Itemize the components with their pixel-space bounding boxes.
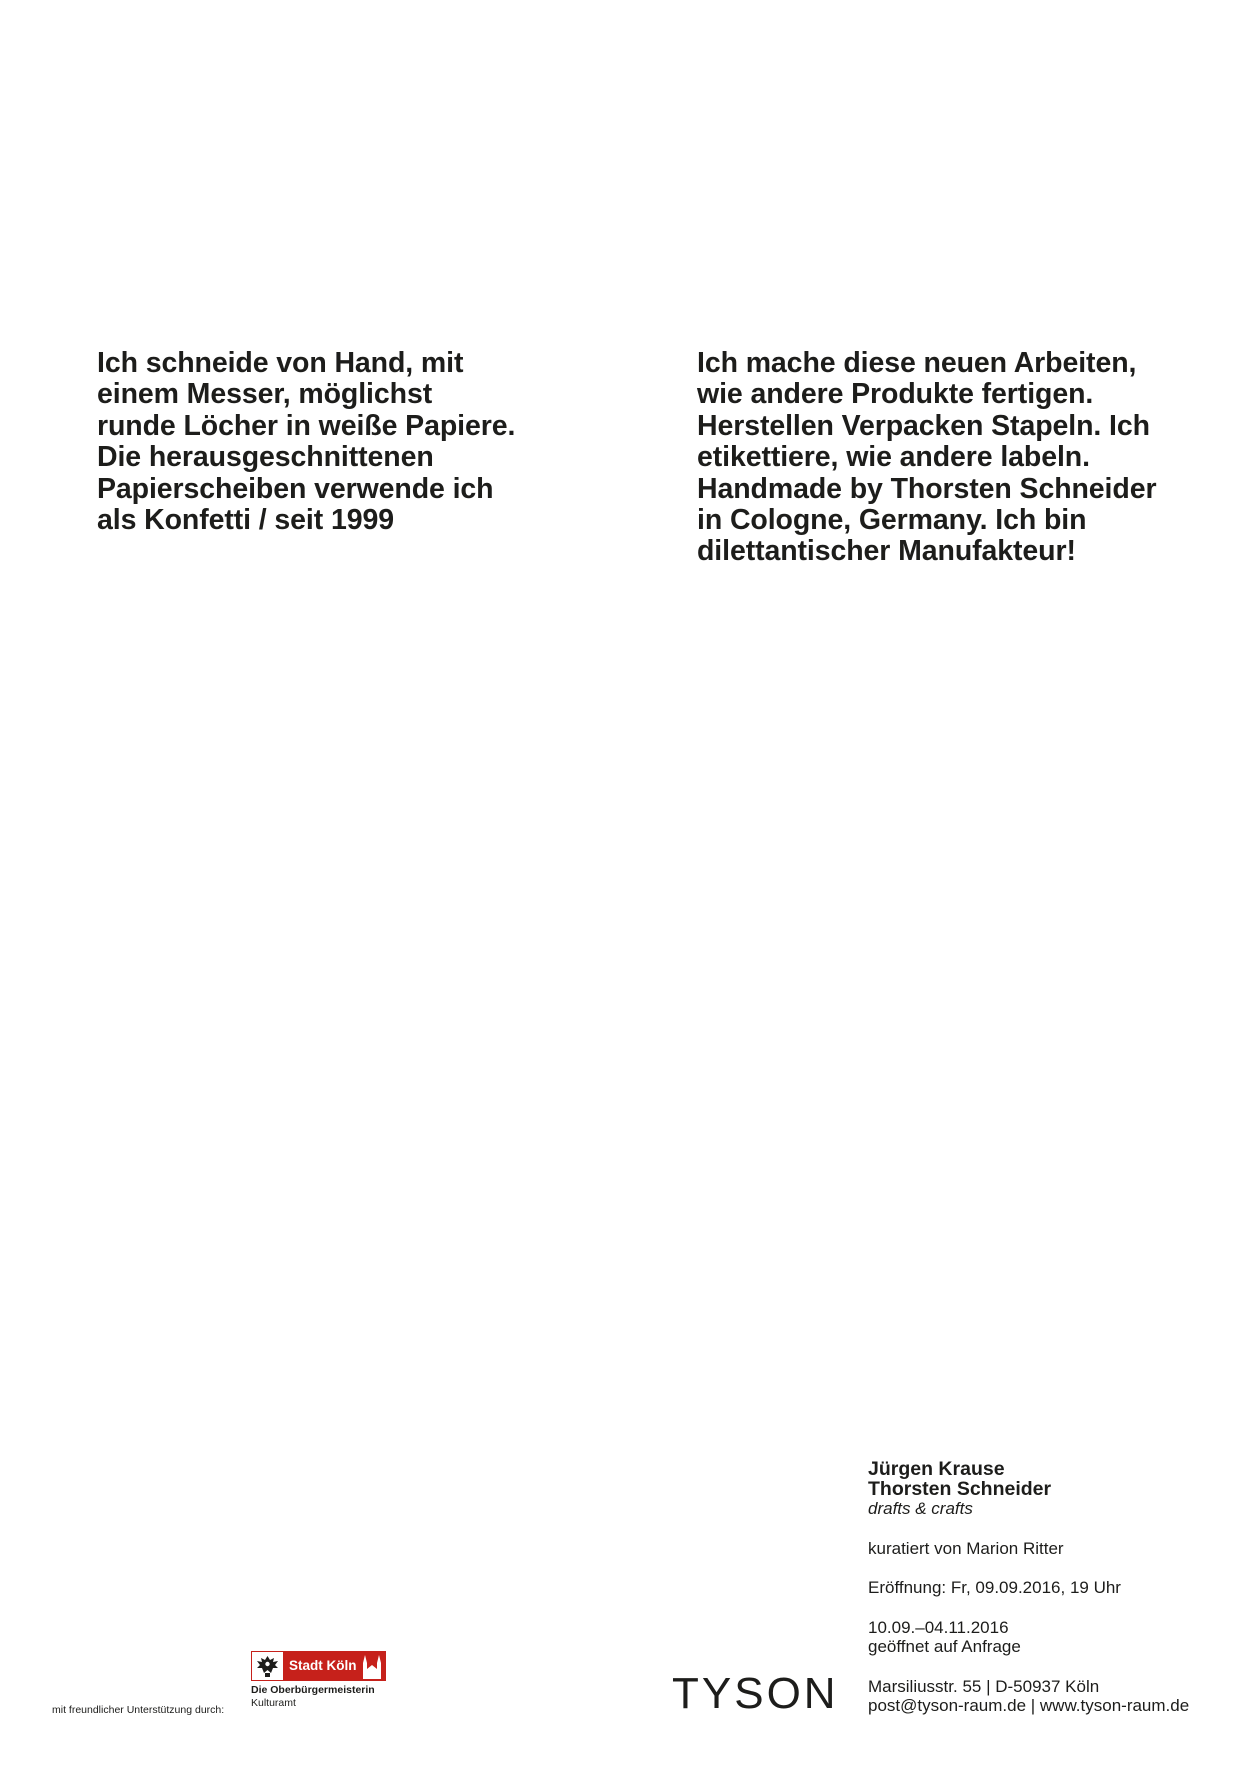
sponsor-line1: Die Oberbürgermeisterin: [251, 1684, 375, 1696]
opening-line: [868, 1578, 1238, 1598]
exhibition-info: [868, 1460, 1238, 1716]
curator-line: [868, 1539, 1238, 1559]
sponsor-name: Stadt Köln: [289, 1658, 357, 1673]
stadt-koeln-bar: [251, 1651, 386, 1681]
dates-text: 10.09.–04.11.2016: [868, 1617, 1009, 1637]
statement-right: [697, 348, 1156, 568]
statement-right-line: dilettantischer Manufakteur!: [697, 535, 1076, 568]
statement-left-line: Die herausgeschnittenen: [97, 441, 434, 474]
statement-left: [97, 348, 515, 536]
eagle-crest-icon: [251, 1651, 284, 1681]
artist-name: Thorsten Schneider: [868, 1477, 1052, 1500]
statement-right-line: wie andere Produkte fertigen.: [697, 378, 1094, 411]
statement-left-line: Ich schneide von Hand, mit: [97, 347, 464, 379]
support-text: mit freundlicher Unterstützung durch:: [52, 1704, 225, 1716]
statement-left-line: als Konfetti / seit 1999: [97, 504, 394, 537]
curator-text: kuratiert von Marion Ritter: [868, 1538, 1064, 1558]
exhibition-title: drafts & crafts: [868, 1499, 973, 1518]
artist-name: Jürgen Krause: [868, 1458, 1005, 1480]
statement-right-line: etikettiere, wie andere labeln.: [697, 441, 1090, 474]
statement-left-line: runde Löcher in weiße Papiere.: [97, 409, 516, 442]
hours-text: geöffnet auf Anfrage: [868, 1637, 1021, 1656]
statement-right-line: Ich mache diese neuen Arbeiten,: [697, 347, 1137, 379]
statement-right-line: Handmade by Thorsten Schneider: [697, 472, 1157, 505]
statement-right-line: in Cologne, Germany. Ich bin: [697, 504, 1087, 537]
tyson-logo: TYSON: [672, 1669, 839, 1718]
address-text: Marsiliusstr. 55 | D-50937 Köln: [868, 1676, 1100, 1696]
statement-right-line: Herstellen Verpacken Stapeln. Ich: [697, 409, 1150, 442]
sponsor-line2: Kulturamt: [251, 1697, 296, 1709]
cathedral-icon: [361, 1653, 383, 1679]
statement-left-line: Papierscheiben verwende ich: [97, 472, 494, 505]
dates-block: [868, 1618, 1238, 1657]
statement-left-line: einem Messer, möglichst: [97, 378, 433, 411]
address-block: [868, 1677, 1238, 1716]
opening-text: Eröffnung: Fr, 09.09.2016, 19 Uhr: [868, 1578, 1121, 1597]
contact-text: post@tyson-raum.de | www.tyson-raum.de: [868, 1696, 1190, 1715]
stadt-koeln-logo: [251, 1651, 386, 1710]
